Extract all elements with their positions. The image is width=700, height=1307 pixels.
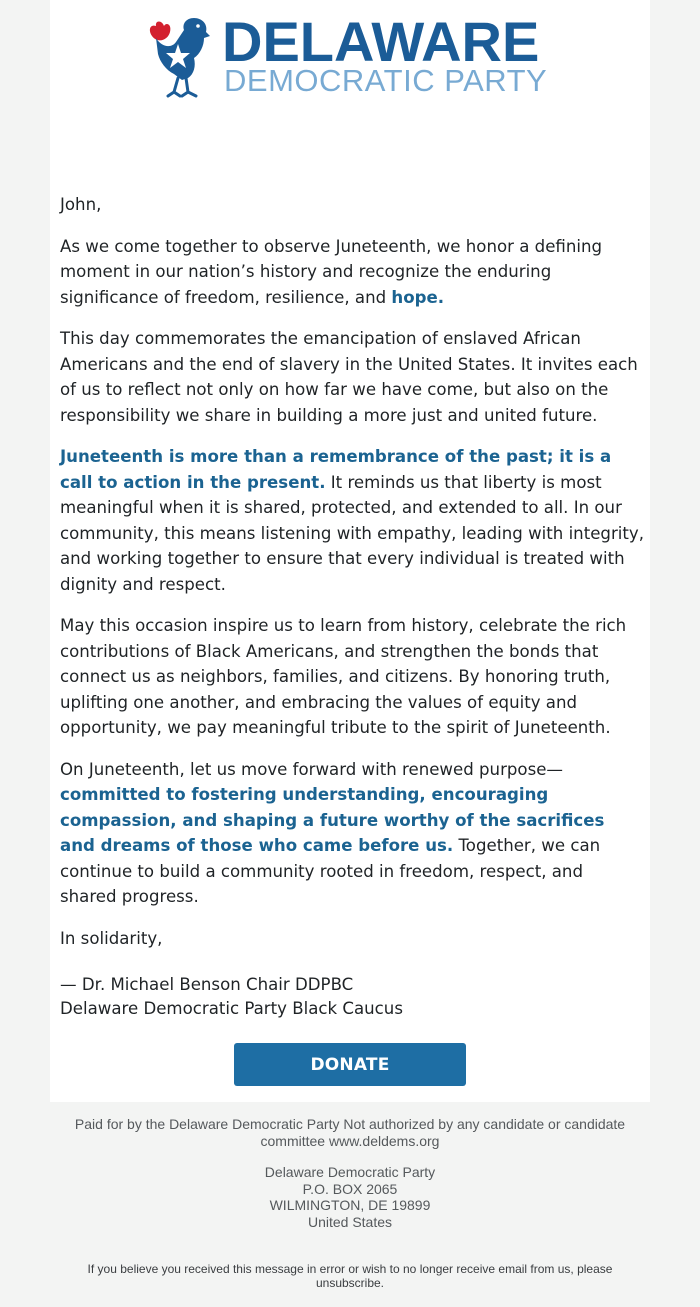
paragraph-1-highlight: hope. xyxy=(391,287,445,307)
address-line: Delaware Democratic Party xyxy=(264,1164,436,1180)
logo-title: DELAWARE xyxy=(222,10,540,73)
paragraph-3 xyxy=(60,444,644,597)
greeting: John, xyxy=(60,195,102,214)
paragraph-1 xyxy=(60,234,644,311)
logo-subtitle: DEMOCRATIC PARTY xyxy=(224,63,548,98)
signature-name: — Dr. Michael Benson Chair DDPBC xyxy=(60,975,354,994)
paragraph-4: May this occasion inspire us to learn from history, celebrate the rich contributions of Black Americans, and strengthen the bonds that connect us as neighbors, families, and citizens. By honoring truth, uplifting one another, and embracing the values of equity and opportunity, we pay meaningful tribute to the spirit of Juneteenth. xyxy=(60,616,627,737)
rooster-star-icon xyxy=(146,14,218,100)
paid-for-disclaimer: Paid for by the Delaware Democratic Party Not authorized by any candidate or candidate committee www.deldems.org xyxy=(74,1116,626,1149)
paragraph-2: This day commemorates the emancipation of enslaved African Americans and the end of slavery in the United States. It invites each of us to reflect not only on how far we have come, but also on the responsibility we share in building a more just and united future. xyxy=(60,329,638,425)
email-card xyxy=(50,0,650,1102)
address-line: P.O. BOX 2065 xyxy=(302,1180,398,1197)
paragraph-5-highlight: committed to fostering understanding, encouraging compassion, and shaping a future worthy of the sacrifices and dreams of those who came before us. xyxy=(60,785,605,855)
paragraph-5-text: Together, we can continue to build a community rooted in freedom, respect, and shared progress. xyxy=(60,836,601,906)
signature xyxy=(60,973,644,1021)
closing: In solidarity, xyxy=(60,928,163,948)
paragraph-1-text: As we come together to observe Juneteenth, we honor a defining moment in our nation’s history and recognize the enduring significance of freedom, resilience, and xyxy=(60,236,603,307)
paragraph-3-text: It reminds us that liberty is most meaningful when it is shared, protected, and extended to all. In our community, this means listening with empathy, leading with integrity, and working together to ensure that every individual is treated with dignity and respect. xyxy=(60,472,644,594)
party-logo[interactable] xyxy=(146,10,566,102)
address-line: United States xyxy=(307,1213,393,1230)
paragraph-5-intro: On Juneteenth, let us move forward with renewed purpose— xyxy=(60,759,564,779)
paragraph-5 xyxy=(60,757,644,910)
footer xyxy=(70,1116,630,1230)
unsubscribe-notice[interactable]: If you believe you received this message in error or wish to no longer receive email from us, please unsubscribe. xyxy=(87,1262,613,1290)
letter-body xyxy=(60,192,644,1037)
mailing-address xyxy=(70,1164,630,1230)
signature-org: Delaware Democratic Party Black Caucus xyxy=(60,999,403,1018)
paragraph-3-highlight: Juneteenth is more than a remembrance of the past; it is a call to action in the present. xyxy=(60,447,612,492)
donate-button[interactable]: DONATE xyxy=(234,1043,466,1086)
address-line: WILMINGTON, DE 19899 xyxy=(269,1197,431,1213)
